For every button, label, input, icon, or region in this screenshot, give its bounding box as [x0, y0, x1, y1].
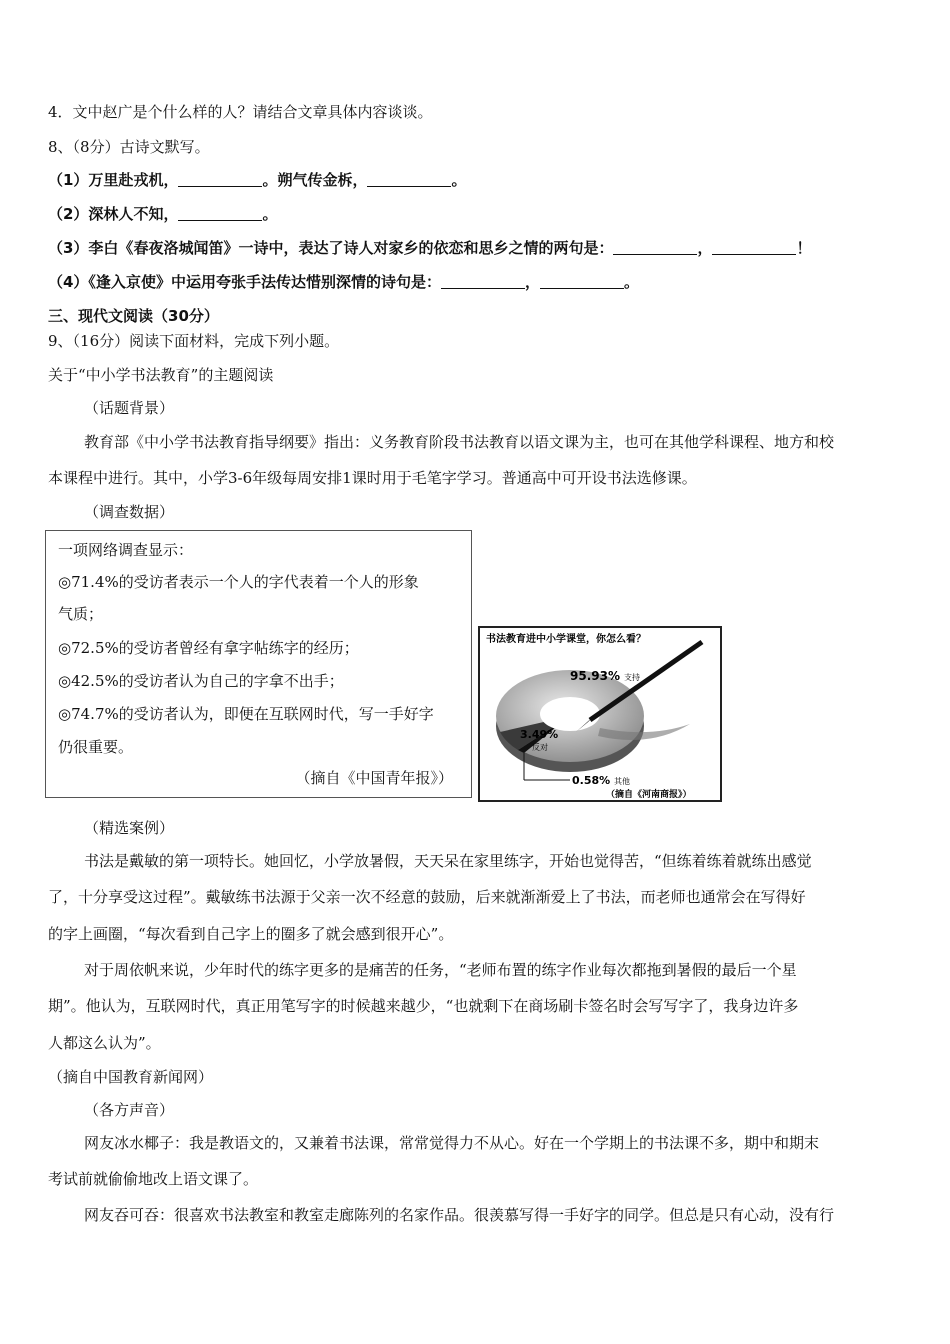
label-oppose-text: 反对: [532, 743, 548, 752]
voices-paragraph-line: 考试前就偷偷地改上语文课了。: [48, 1170, 259, 1188]
q8-item4-text-b: ，: [524, 273, 540, 291]
q8-item3-text-a: （3）李白《春夜洛城闻笛》一诗中，表达了诗人对家乡的依恋和思乡之情的两句是：: [48, 239, 614, 257]
answer-blank[interactable]: [178, 206, 262, 221]
answer-blank[interactable]: [441, 274, 525, 289]
survey-line: 一项网络调查显示：: [58, 541, 194, 559]
survey-label: （调查数据）: [84, 503, 175, 521]
answer-blank[interactable]: [712, 240, 796, 255]
answer-blank[interactable]: [540, 274, 624, 289]
pie-chart-figure: [478, 626, 722, 802]
survey-line: 仍很重要。: [58, 738, 134, 756]
q8-item2-text-a: （2）深林人不知，: [48, 205, 179, 223]
donut-hole: [540, 697, 600, 731]
chart-title: 书法教育进中小学课堂，你怎么看？: [486, 634, 646, 645]
voices-paragraph-line: 网友吞可吞：很喜欢书法教室和教室走廊陈列的名家作品。很羡慕写得一手好字的同学。但总是只有心动，没有行: [84, 1206, 835, 1224]
q8-item4-text-a: （4）《逢入京使》中运用夸张手法传达惜别深情的诗句是：: [48, 273, 441, 291]
q8-item4-text-c: 。: [623, 273, 639, 291]
voices-label: （各方声音）: [84, 1101, 175, 1119]
cases-paragraph-line: 了，十分享受这过程”。戴敏练书法源于父亲一次不经意的鼓励，后来就渐渐爱上了书法，而老师也通常会在写得好: [48, 888, 806, 906]
answer-blank[interactable]: [613, 240, 697, 255]
cases-paragraph-line: 期”。他认为，互联网时代，真正用笔写字的时候越来越少，“也就剩下在商场刷卡签名时会写写字了，我身边许多: [48, 997, 799, 1015]
label-other-text: 其他: [614, 777, 630, 786]
chart-source: （摘自《河南商报》）: [606, 790, 692, 800]
background-paragraph-line: 教育部《中小学书法教育指导纲要》指出：义务教育阶段书法教育以语文课为主，也可在其他学科课程、地方和校: [84, 433, 835, 451]
cases-paragraph-line: 人都这么认为”。: [48, 1034, 161, 1052]
q8-item-3: [48, 238, 811, 258]
q8-item1-text-c: 。: [451, 171, 467, 189]
topic-title: 关于“中小学书法教育”的主题阅读: [48, 366, 274, 384]
background-label: （话题背景）: [84, 399, 175, 417]
cases-source: （摘自中国教育新闻网）: [48, 1068, 214, 1086]
q8-item-1: [48, 170, 466, 190]
survey-line: ◎42.5%的受访者认为自己的字拿不出手；: [58, 672, 344, 690]
survey-line: 气质；: [58, 605, 104, 623]
label-support-text: 支持: [624, 673, 640, 682]
survey-line: ◎71.4%的受访者表示一个人的字代表着一个人的形象: [58, 573, 419, 591]
q8-item3-text-c: ！: [796, 239, 812, 257]
cases-paragraph-line: 书法是戴敏的第一项特长。她回忆，小学放暑假，天天呆在家里练字，开始也觉得苦，“但练着练着就练出感觉: [84, 852, 812, 870]
cases-label: （精选案例）: [84, 819, 175, 837]
answer-blank[interactable]: [367, 172, 451, 187]
label-oppose-value: 3.49%: [520, 728, 559, 741]
section-3-heading: 三、现代文阅读（30分）: [48, 307, 219, 325]
survey-line: ◎72.5%的受访者曾经有拿字帖练字的经历；: [58, 639, 359, 657]
answer-blank[interactable]: [178, 172, 262, 187]
survey-source: （摘自《中国青年报》）: [295, 769, 453, 787]
voices-paragraph-line: 网友冰水椰子：我是教语文的，又兼着书法课，常常觉得力不从心。好在一个学期上的书法课不多，期中和期末: [84, 1134, 820, 1152]
cases-paragraph-line: 对于周依帆来说，少年时代的练字更多的是痛苦的任务，“老师布置的练字作业每次都拖到暑假的最后一个星: [84, 961, 797, 979]
question-9: 9、（16分）阅读下面材料，完成下列小题。: [48, 332, 340, 350]
q8-item-4: [48, 272, 639, 292]
q8-item-2: [48, 204, 277, 224]
question-8-header: [48, 137, 210, 157]
q8-item3-text-b: ，: [697, 239, 713, 257]
q8-item1-text-b: 。朔气传金柝，: [262, 171, 368, 189]
q8-item2-text-b: 。: [262, 205, 278, 223]
question-4: 4．文中赵广是个什么样的人？请结合文章具体内容谈谈。: [48, 103, 433, 121]
background-paragraph-line: 本课程中进行。其中，小学3-6年级每周安排1课时用于毛笔字学习。普通高中可开设书法选修课。: [48, 469, 697, 487]
label-support-value: 95.93%: [570, 669, 620, 683]
pie-chart: [480, 628, 720, 800]
survey-box: [45, 530, 472, 798]
label-other-value: 0.58%: [572, 774, 611, 787]
cases-paragraph-line: 的字上画圈，“每次看到自己字上的圈多了就会感到很开心”。: [48, 925, 454, 943]
q8-header-text: 8、（8分）古诗文默写。: [48, 138, 210, 156]
survey-line: ◎74.7%的受访者认为，即便在互联网时代，写一手好字: [58, 705, 434, 723]
q8-item1-text-a: （1）万里赴戎机，: [48, 171, 179, 189]
